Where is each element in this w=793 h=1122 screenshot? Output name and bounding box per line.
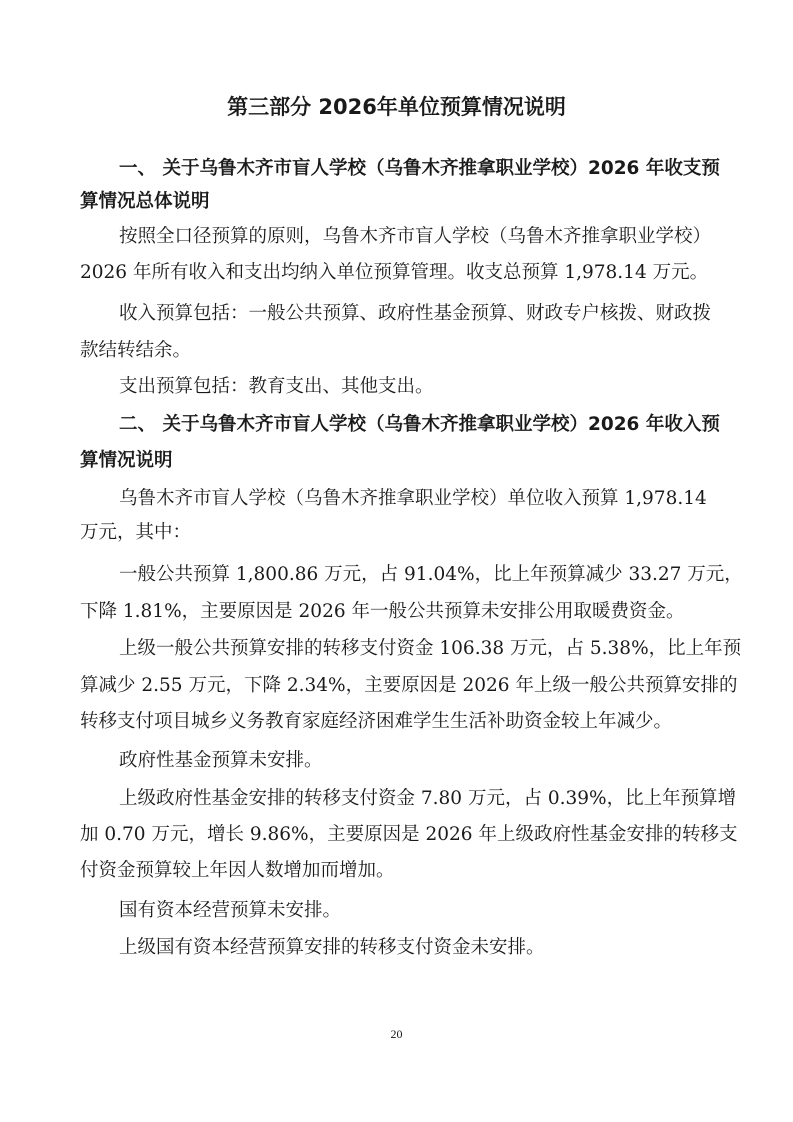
paragraph-line: 国有资本经营预算未安排。 — [119, 900, 342, 921]
section-2-heading-line-1: 二、 关于乌鲁木齐市盲人学校（乌鲁木齐推拿职业学校）2026 年收入预 — [119, 414, 720, 435]
paragraph-line: 支出预算包括：教育支出、其他支出。 — [119, 376, 434, 397]
paragraph-line: 下降 1.81%，主要原因是 2026 年一般公共预算未安排公用取暖费资金。 — [80, 601, 685, 622]
paragraph-line: 上级一般公共预算安排的转移支付资金 106.38 万元，占 5.38%，比上年预 — [119, 638, 742, 659]
paragraph-line: 付资金预算较上年因人数增加而增加。 — [80, 860, 395, 881]
paragraph-line: 款结转结余。 — [80, 340, 192, 361]
paragraph-line: 加 0.70 万元，增长 9.86%，主要原因是 2026 年上级政府性基金安排的转移支 — [80, 824, 738, 845]
paragraph-line: 转移支付项目城乡义务教育家庭经济困难学生生活补助资金较上年减少。 — [80, 711, 673, 732]
paragraph-line: 政府性基金预算未安排。 — [119, 750, 323, 771]
paragraph-line: 上级国有资本经营预算安排的转移支付资金未安排。 — [119, 937, 545, 958]
page-number: 20 — [390, 1027, 403, 1041]
paragraph-line: 乌鲁木齐市盲人学校（乌鲁木齐推拿职业学校）单位收入预算 1,978.14 — [119, 488, 707, 509]
paragraph-line: 万元，其中： — [80, 522, 192, 543]
section-1-heading-line-2: 算情况总体说明 — [80, 191, 210, 212]
paragraph-line: 收入预算包括：一般公共预算、政府性基金预算、财政专户核拨、财政拨 — [119, 303, 712, 324]
paragraph-line: 上级政府性基金安排的转移支付资金 7.80 万元，占 0.39%，比上年预算增 — [119, 788, 737, 809]
paragraph-line: 按照全口径预算的原则，乌鲁木齐市盲人学校（乌鲁木齐推拿职业学校） — [119, 226, 712, 247]
paragraph-line: 算减少 2.55 万元，下降 2.34%，主要原因是 2026 年上级一般公共预算安排的 — [80, 675, 738, 696]
paragraph-line: 一般公共预算 1,800.86 万元，占 91.04%，比上年预算减少 33.27 万元， — [119, 564, 743, 585]
section-2-heading-line-2: 算情况说明 — [80, 450, 173, 471]
paragraph-line: 2026 年所有收入和支出均纳入单位预算管理。收支总预算 1,978.14 万元。 — [80, 262, 709, 283]
section-1-heading-line-1: 一、 关于乌鲁木齐市盲人学校（乌鲁木齐推拿职业学校）2026 年收支预 — [119, 158, 720, 179]
page-title: 第三部分 2026年单位预算情况说明 — [227, 95, 566, 119]
